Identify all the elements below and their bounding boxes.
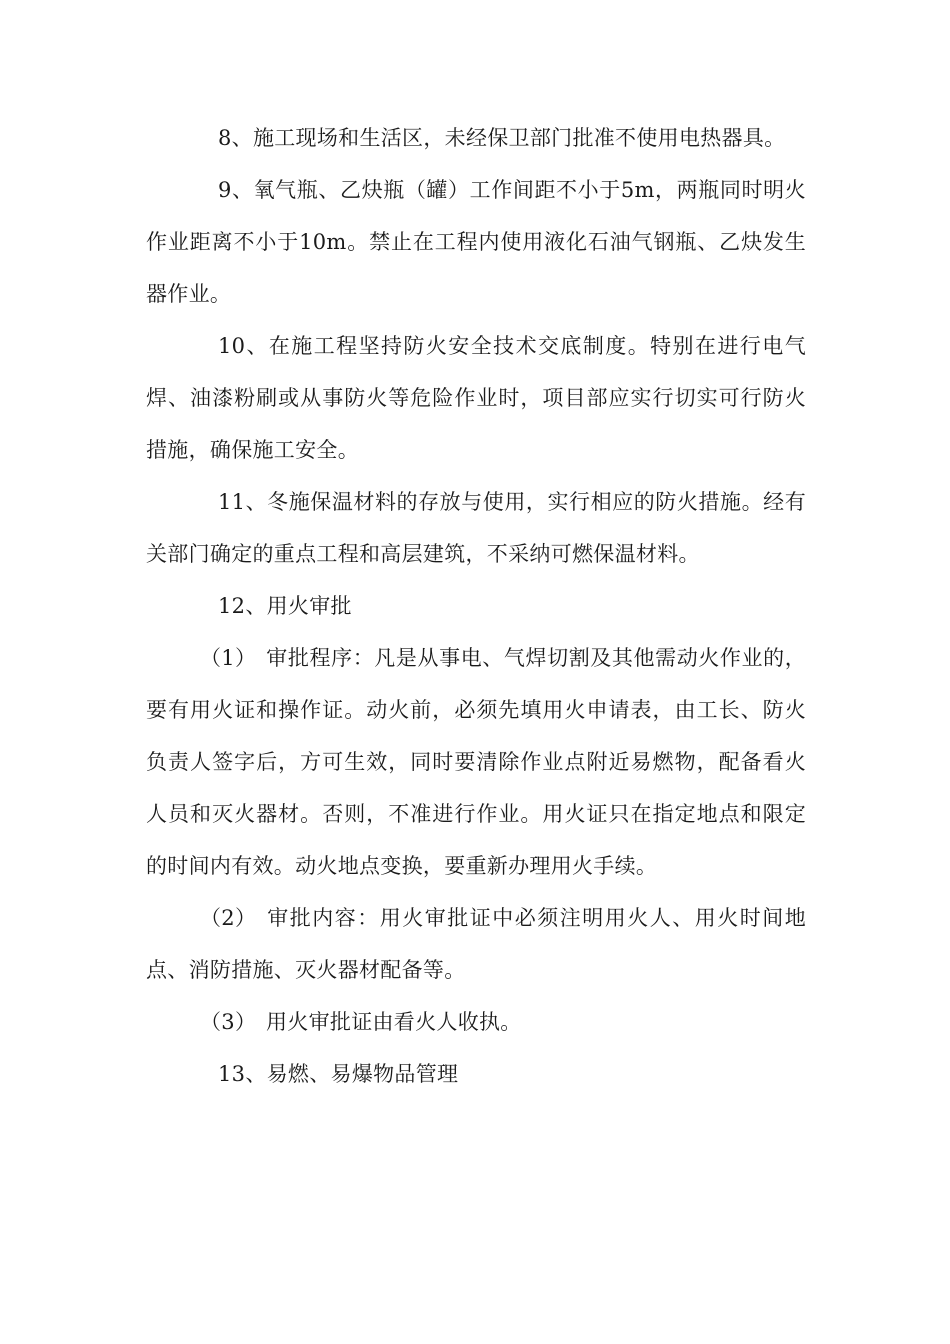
item-text: 审批程序：凡是从事电、气焊切割及其他需动火作业的，要有用火证和操作证。动火前，必须先填用火申请表，由工长、防火负责人签字后，方可生效，同时要清除作业点附近易燃物，配备看火人员和灭火器材。否则，不准进行作业。用火证只在指定地点和限定的时间内有效。动火地点变换，要重新办理用火手续。 (146, 646, 806, 878)
item-number: （2） (200, 906, 257, 930)
paragraph-9: 9、氧气瓶、乙炔瓶（罐）工作间距不小于5m，两瓶同时明火作业距离不小于10m。禁止在工程内使用液化石油气钢瓶、乙炔发生器作业。 (146, 178, 806, 306)
paragraph-10: 10、在施工程坚持防火安全技术交底制度。特别在进行电气焊、油漆粉刷或从事防火等危险作业时，项目部应实行切实可行防火措施，确保施工安全。 (146, 334, 806, 462)
item-number: （1） (200, 646, 257, 670)
item-text: 用火审批证由看火人收执。 (266, 1010, 522, 1034)
paragraph-13-heading: 13、易燃、易爆物品管理 (218, 1062, 459, 1086)
document-body (146, 112, 806, 1100)
item-text: 审批内容：用火审批证中必须注明用火人、用火时间地点、消防措施、灭火器材配备等。 (146, 906, 806, 982)
paragraph-12-heading: 12、用火审批 (218, 594, 352, 618)
item-number: （3） (200, 1010, 257, 1034)
paragraph-8: 8、施工现场和生活区，未经保卫部门批准不使用电热器具。 (218, 126, 786, 150)
paragraph-11: 11、冬施保温材料的存放与使用，实行相应的防火措施。经有关部门确定的重点工程和高层建筑，不采纳可燃保温材料。 (146, 490, 806, 566)
approval-item-2 (146, 892, 806, 996)
approval-item-3 (146, 996, 806, 1048)
approval-item-1 (146, 632, 806, 892)
